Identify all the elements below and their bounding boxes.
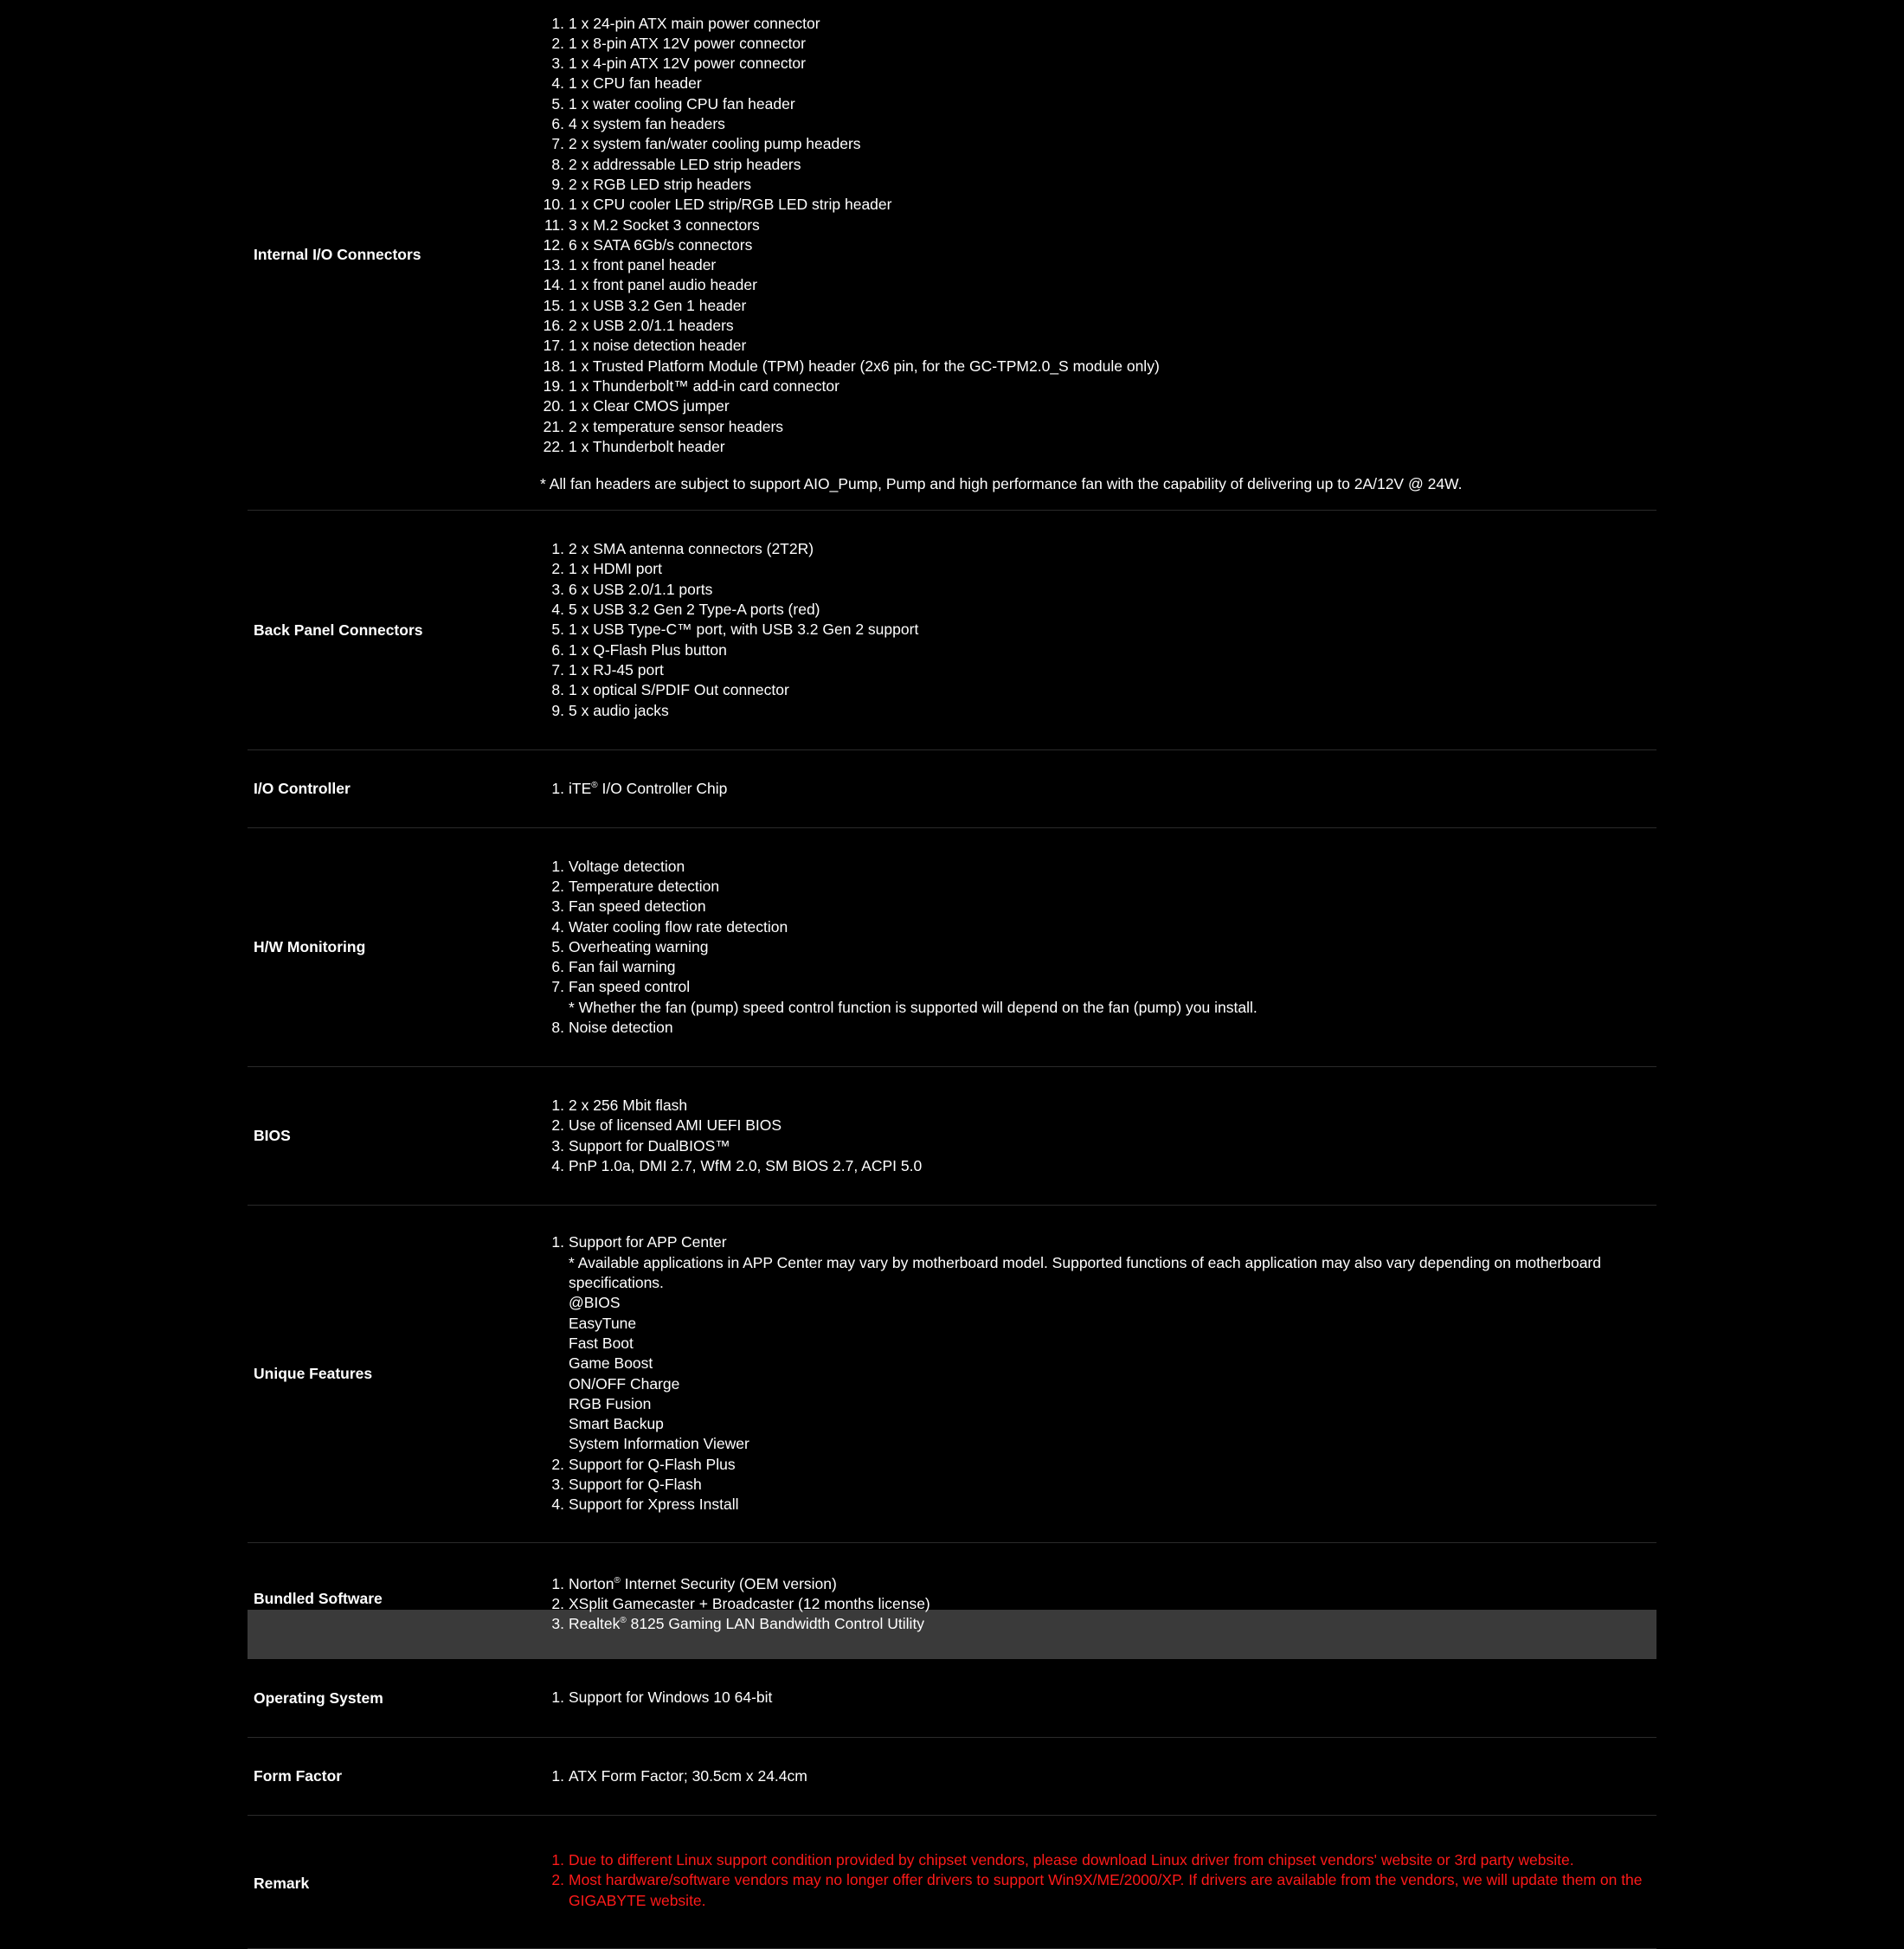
list-item: 4. 1 x CPU fan header (551, 74, 702, 93)
row-label: Bundled Software (254, 1590, 383, 1607)
list-item: 3. 1 x 4-pin ATX 12V power connector (551, 55, 806, 73)
list-item: 1. Support for Windows 10 64-bit (551, 1688, 773, 1707)
hw-monitoring-list (538, 857, 1656, 1039)
list-item: 1. Support for APP Center * Available applications in APP Center may vary by motherboard model. Supported functions of each application may also vary depending on motherboard specifications. @BIOS EasyTune Fast Boot Game Boost ON/OFF Charge RGB Fusion Smart Backup System Information Viewer (538, 1232, 1656, 1454)
list-item: 3. Realtek® 8125 Gaming LAN Bandwidth Control Utility (551, 1615, 925, 1633)
app-center-note: * Available applications in APP Center may vary by motherboard model. Supported functions of each application may also vary depending on motherboard (569, 1253, 1601, 1271)
row-value (538, 1688, 1656, 1708)
list-item: 1. Norton® Internet Security (OEM version) (551, 1574, 837, 1592)
row-value (538, 1232, 1656, 1515)
list-item: 5. 1 x USB Type-C™ port, with USB 3.2 Gen 2 support (551, 621, 919, 639)
list-item: 1. 1 x 24-pin ATX main power connector (551, 14, 820, 32)
list-item: 8. 1 x optical S/PDIF Out connector (551, 681, 789, 699)
list-item: 1. Voltage detection (551, 857, 685, 875)
app-name: Game Boost (569, 1354, 653, 1373)
list-item: 1. 2 x 256 Mbit flash (551, 1096, 688, 1114)
app-name: RGB Fusion (569, 1394, 652, 1412)
list-item: 6. 1 x Q-Flash Plus button (551, 640, 727, 659)
list-item: 1. 2 x SMA antenna connectors (2T2R) (551, 540, 814, 558)
list-item: 22. 1 x Thunderbolt header (543, 437, 725, 455)
list-item: 1. iTE® I/O Controller Chip (551, 779, 728, 797)
row-label: Remark (254, 1875, 310, 1892)
app-name: Smart Backup (569, 1415, 664, 1433)
row-value (538, 1850, 1656, 1911)
list-item: 12. 6 x SATA 6Gb/s connectors (543, 235, 753, 254)
list-item: 5. Overheating warning (551, 937, 709, 955)
list-item: 3. Fan speed detection (551, 897, 706, 916)
bundled-software-list (538, 1574, 1656, 1635)
row-label: Internal I/O Connectors (254, 246, 421, 263)
list-item: 9. 2 x RGB LED strip headers (551, 175, 752, 193)
list-item: 2. 1 x 8-pin ATX 12V power connector (551, 34, 806, 52)
app-name: System Information Viewer (569, 1435, 749, 1453)
list-item: 19. 1 x Thunderbolt™ add-in card connector (543, 376, 839, 395)
bios-list (538, 1096, 1656, 1176)
list-item: 2. 1 x HDMI port (551, 560, 662, 578)
row-value (538, 1574, 1656, 1635)
list-item: 2. Temperature detection (551, 877, 720, 895)
row-label: H/W Monitoring (254, 938, 366, 955)
list-item: 9. 5 x audio jacks (551, 701, 669, 719)
spec-row-back-panel (248, 511, 1656, 750)
row-label: Operating System (254, 1688, 383, 1707)
list-item: 18. 1 x Trusted Platform Module (TPM) header (2x6 pin, for the GC-TPM2.0_S module only) (543, 357, 1160, 375)
list-item: 8. 2 x addressable LED strip headers (551, 155, 801, 173)
list-item: 15. 1 x USB 3.2 Gen 1 header (543, 296, 747, 314)
row-value (538, 539, 1656, 721)
list-item: 1. ATX Form Factor; 30.5cm x 24.4cm (551, 1766, 807, 1785)
list-item: 6. Fan fail warning (551, 958, 676, 976)
list-item: 4. PnP 1.0a, DMI 2.7, WfM 2.0, SM BIOS 2.7, ACPI 5.0 (551, 1156, 923, 1174)
list-item: 14. 1 x front panel audio header (543, 276, 757, 294)
list-item: 8. Noise detection (551, 1019, 673, 1037)
connector-list (538, 14, 1656, 458)
list-item: 21. 2 x temperature sensor headers (543, 417, 784, 435)
list-item: 10. 1 x CPU cooler LED strip/RGB LED strip header (543, 196, 892, 214)
list-item: 7. 1 x RJ-45 port (551, 660, 664, 679)
row-label: Form Factor (254, 1767, 343, 1785)
spec-table (248, 0, 1656, 1949)
row-value (538, 857, 1656, 1039)
list-item: 7. 2 x system fan/water cooling pump headers (551, 135, 861, 153)
row-value (538, 1766, 1656, 1786)
fan-header-note: * All fan headers are subject to support AIO_Pump, Pump and high performance fan with the capability of delivering up to 2A/12V @ 24W. (540, 475, 1463, 493)
io-controller-list (538, 779, 1656, 799)
spec-row-form-factor (248, 1738, 1656, 1816)
unique-features-list (538, 1232, 1656, 1515)
list-item: 11. 3 x M.2 Socket 3 connectors (544, 215, 760, 234)
spec-row-hw-monitoring (248, 828, 1656, 1067)
back-panel-list (538, 539, 1656, 721)
list-item: 4. 5 x USB 3.2 Gen 2 Type-A ports (red) (551, 601, 820, 619)
form-factor-list (538, 1766, 1656, 1786)
list-item: 13. 1 x front panel header (543, 256, 717, 274)
app-name: @BIOS (569, 1294, 621, 1312)
row-label: BIOS (254, 1127, 291, 1144)
list-item: 4. Water cooling flow rate detection (551, 917, 788, 936)
row-label: Unique Features (254, 1365, 373, 1382)
spec-row-operating-system (248, 1659, 1656, 1738)
list-item: 7. Fan speed control * Whether the fan (pump) speed control function is supported will depend on the fan (pump) you install. (538, 977, 1656, 1018)
app-name: EasyTune (569, 1314, 637, 1332)
row-label: I/O Controller (254, 780, 351, 797)
list-item: 3. 6 x USB 2.0/1.1 ports (551, 580, 713, 598)
spec-row-remark (248, 1816, 1656, 1949)
row-label: Back Panel Connectors (254, 621, 423, 639)
list-item: 16. 2 x USB 2.0/1.1 headers (543, 317, 734, 335)
spec-row-internal-io (248, 0, 1656, 511)
os-list (538, 1688, 1656, 1708)
fan-speed-note: * Whether the fan (pump) speed control function is supported will depend on the fan (pump) you install. (569, 998, 1258, 1016)
list-item: 2. XSplit Gamecaster + Broadcaster (12 months license) (551, 1594, 930, 1612)
list-item: 3. Support for DualBIOS™ (551, 1136, 730, 1155)
row-value (538, 779, 1656, 799)
list-item: 20. 1 x Clear CMOS jumper (543, 397, 730, 415)
app-name: ON/OFF Charge (569, 1374, 680, 1393)
list-item: 4. Support for Xpress Install (551, 1496, 739, 1514)
app-name: Fast Boot (569, 1334, 634, 1352)
list-item: 6. 4 x system fan headers (551, 115, 725, 133)
row-value (538, 14, 1656, 495)
list-item: 5. 1 x water cooling CPU fan header (551, 94, 795, 113)
list-item: 17. 1 x noise detection header (543, 337, 747, 355)
spec-row-bundled-software (248, 1543, 1656, 1659)
row-value (538, 1096, 1656, 1176)
list-item: 2. Support for Q-Flash Plus (551, 1455, 736, 1473)
list-item: 1. Due to different Linux support condition provided by chipset vendors, please download Linux driver from chipset vendors' website or 3rd party website. (551, 1851, 1574, 1869)
app-center-note-cont: specifications. (569, 1274, 664, 1292)
remark-list (538, 1850, 1656, 1911)
list-item: 3. Support for Q-Flash (551, 1475, 702, 1493)
list-item: 2. Use of licensed AMI UEFI BIOS (551, 1116, 782, 1135)
spec-row-bios (248, 1067, 1656, 1206)
spec-row-io-controller (248, 750, 1656, 828)
list-item: 2. Most hardware/software vendors may no longer offer drivers to support Win9X/ME/2000/XP. If drivers are available from the vendors, we will update them on the GIGABYTE website. (551, 1871, 1643, 1909)
spec-row-unique-features (248, 1206, 1656, 1543)
